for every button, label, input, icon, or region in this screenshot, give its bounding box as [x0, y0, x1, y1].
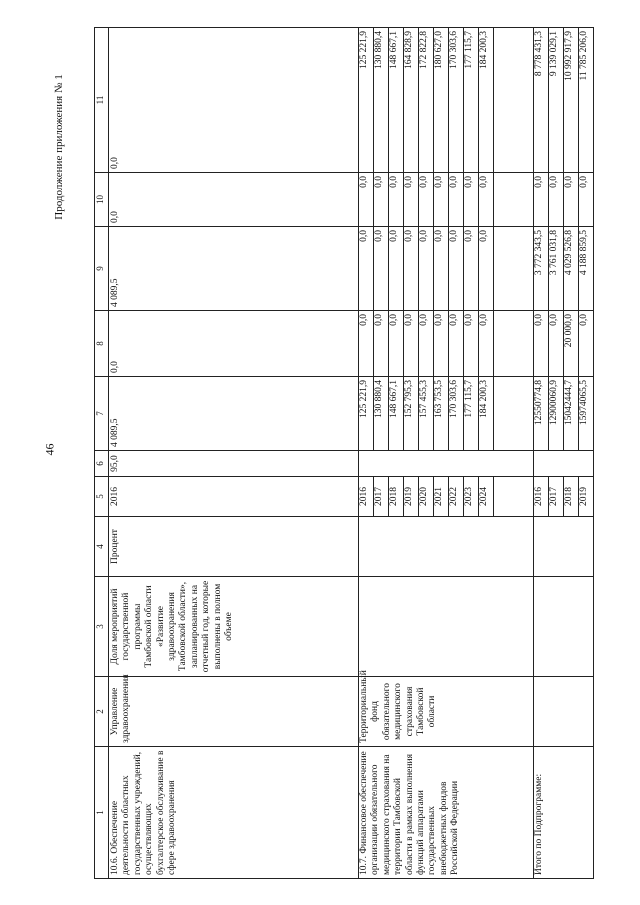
row-10-7-c10: 0,0: [449, 173, 464, 227]
row-10-6-c7: 4 089,5: [109, 377, 359, 451]
row-10-7-c9: 0,0: [389, 227, 404, 311]
row-10-7-c7: 184 200,3: [479, 377, 494, 451]
row-10-7-c10: 0,0: [404, 173, 419, 227]
total-c8: 20 000,0: [564, 311, 579, 377]
total-c9: 4 188 859,5: [579, 227, 594, 311]
row-10-7-c9: 0,0: [419, 227, 434, 311]
total-c11: 8 778 431,3: [534, 28, 549, 173]
program-table: [94, 27, 594, 879]
row-10-7-filler-cell: [494, 477, 534, 517]
row-10-7-c10: 0,0: [389, 173, 404, 227]
total-c11: 9 139 029,1: [549, 28, 564, 173]
row-10-7-year: 2024: [479, 477, 494, 517]
total-indicator: [534, 577, 594, 677]
row-10-7-c11: 184 200,3: [479, 28, 494, 173]
rotated-table-area: [94, 28, 609, 879]
row-10-7-filler-cell: [494, 173, 534, 227]
col-num-9: 9: [95, 227, 109, 311]
col-num-6: 6: [95, 451, 109, 477]
total-c10: 0,0: [564, 173, 579, 227]
row-10-6-executor: Управление здравоохранения: [109, 677, 359, 747]
row-10-7-c7: 177 115,7: [464, 377, 479, 451]
total-executor: [534, 677, 594, 747]
row-10-7-c7: 157 455,3: [419, 377, 434, 451]
total-c10: 0,0: [579, 173, 594, 227]
row-10-7-executor: Территориальный фонд обязательного медицинского страхования Тамбовской области: [359, 677, 534, 747]
row-10-7-c10: 0,0: [434, 173, 449, 227]
row-10-7-unit: [359, 517, 534, 577]
row-10-7-c8: 0,0: [374, 311, 389, 377]
row-10-7-c11: 148 667,1: [389, 28, 404, 173]
row-10-7-c10: 0,0: [479, 173, 494, 227]
continuation-label: Продолжение приложения № 1: [53, 74, 65, 220]
row-10-7-c8: 0,0: [419, 311, 434, 377]
row-10-7-c9: 0,0: [464, 227, 479, 311]
total-year: 2019: [579, 477, 594, 517]
column-number-row: [95, 28, 109, 879]
row-10-7-filler-cell: [494, 227, 534, 311]
row-10-7-target: [359, 451, 534, 477]
row-10-6-name: 10.6. Обеспечение деятельности областных государственных учреждений, осуществляющих бухгалтерское обслуживание в сфере здравоохранения: [109, 747, 359, 879]
col-num-10: 10: [95, 173, 109, 227]
row-10-7-filler-cell: [494, 28, 534, 173]
total-c7: 15042444,7: [564, 377, 579, 451]
row-10-7-filler-cell: [494, 377, 534, 451]
row-10-7-filler-cell: [494, 311, 534, 377]
row-10-6-c8: 0,0: [109, 311, 359, 377]
col-num-1: 1: [95, 747, 109, 879]
total-c9: 3 772 343,5: [534, 227, 549, 311]
total-c9: 4 029 526,8: [564, 227, 579, 311]
row-10-7-c11: 180 627,0: [434, 28, 449, 173]
row-10-7-year: 2022: [449, 477, 464, 517]
row-10-7-c8: 0,0: [404, 311, 419, 377]
row-10-7-c11: 125 221,9: [359, 28, 374, 173]
row-10-7-c9: 0,0: [374, 227, 389, 311]
row-10-6-c9: 4 089,5: [109, 227, 359, 311]
row-10-7-c8: 0,0: [464, 311, 479, 377]
total-year: 2018: [564, 477, 579, 517]
col-num-11: 11: [95, 28, 109, 173]
col-num-3: 3: [95, 577, 109, 677]
row-10-7-c8: 0,0: [359, 311, 374, 377]
row-10-7-c8: 0,0: [389, 311, 404, 377]
page-number: 46: [42, 443, 57, 456]
total-c11: 11 785 206,0: [579, 28, 594, 173]
row-10-7-c7: 125 221,9: [359, 377, 374, 451]
total-year-row: [534, 28, 549, 879]
total-target: [534, 451, 594, 477]
row-10-7-c9: 0,0: [359, 227, 374, 311]
row-10-7-name: 10.7. Финансовое обеспечение организации обязательного медицинского страхования на территории Тамбовской области в рамках выполнения функций аппаратами государственных внебюджетных фондов Российской Федерации: [359, 747, 534, 879]
row-10-6-year: 2016: [109, 477, 359, 517]
row-10-7-c10: 0,0: [374, 173, 389, 227]
row-10-6-unit: Процент: [109, 517, 359, 577]
row-10-7-c8: 0,0: [479, 311, 494, 377]
row-10-7-c11: 177 115,7: [464, 28, 479, 173]
row-10-7-c7: 163 753,5: [434, 377, 449, 451]
row-10-7-c9: 0,0: [449, 227, 464, 311]
row-10-6-c10: 0,0: [109, 173, 359, 227]
row-10-7-c7: 170 303,6: [449, 377, 464, 451]
row-10-7-c7: 130 880,4: [374, 377, 389, 451]
row-10-7-year: 2023: [464, 477, 479, 517]
row-10-7-c10: 0,0: [464, 173, 479, 227]
row-10-7-c11: 130 880,4: [374, 28, 389, 173]
row-10-7-c11: 170 303,6: [449, 28, 464, 173]
col-num-5: 5: [95, 477, 109, 517]
row-10-7-year-row: [359, 28, 374, 879]
row-10-7-c7: 148 667,1: [389, 377, 404, 451]
col-num-2: 2: [95, 677, 109, 747]
total-c10: 0,0: [549, 173, 564, 227]
total-c11: 10 992 917,9: [564, 28, 579, 173]
total-c7: 12900060,9: [549, 377, 564, 451]
row-10-7-c11: 164 828,9: [404, 28, 419, 173]
table-rotator: [94, 28, 609, 879]
row-10-7-year: 2021: [434, 477, 449, 517]
row-10-6-target: 95,0: [109, 451, 359, 477]
row-10-7-c7: 152 795,3: [404, 377, 419, 451]
total-unit: [534, 517, 594, 577]
col-num-7: 7: [95, 377, 109, 451]
total-c8: 0,0: [534, 311, 549, 377]
row-10-7-year: 2017: [374, 477, 389, 517]
row-10-7-year: 2018: [389, 477, 404, 517]
row-10-7-year: 2019: [404, 477, 419, 517]
row-10-7-c9: 0,0: [434, 227, 449, 311]
total-c8: 0,0: [579, 311, 594, 377]
total-c10: 0,0: [534, 173, 549, 227]
row-10-7-year: 2020: [419, 477, 434, 517]
total-year: 2017: [549, 477, 564, 517]
total-label: Итого по Подпрограмме:: [534, 747, 594, 879]
total-c9: 3 761 031,8: [549, 227, 564, 311]
row-10-7-year: 2016: [359, 477, 374, 517]
row-10-7-c9: 0,0: [404, 227, 419, 311]
col-num-4: 4: [95, 517, 109, 577]
total-c7: 12550774,8: [534, 377, 549, 451]
row-10-7-c11: 172 822,8: [419, 28, 434, 173]
row-10-7-c10: 0,0: [359, 173, 374, 227]
row-10-7-c9: 0,0: [479, 227, 494, 311]
row-10-7-c10: 0,0: [419, 173, 434, 227]
row-10-6-indicator: Доля мероприятий государственной программы Тамбовской области «Развитие здравоохранения Тамбовской области», запланированных на отчетный год, которые выполнены в полном объеме: [109, 577, 359, 677]
total-c7: 15974065,5: [579, 377, 594, 451]
total-c8: 0,0: [549, 311, 564, 377]
col-num-8: 8: [95, 311, 109, 377]
row-10-6-c11: 0,0: [109, 28, 359, 173]
row-10-6: [109, 28, 359, 879]
row-10-7-c8: 0,0: [434, 311, 449, 377]
total-year: 2016: [534, 477, 549, 517]
row-10-7-indicator: [359, 577, 534, 677]
row-10-7-c8: 0,0: [449, 311, 464, 377]
